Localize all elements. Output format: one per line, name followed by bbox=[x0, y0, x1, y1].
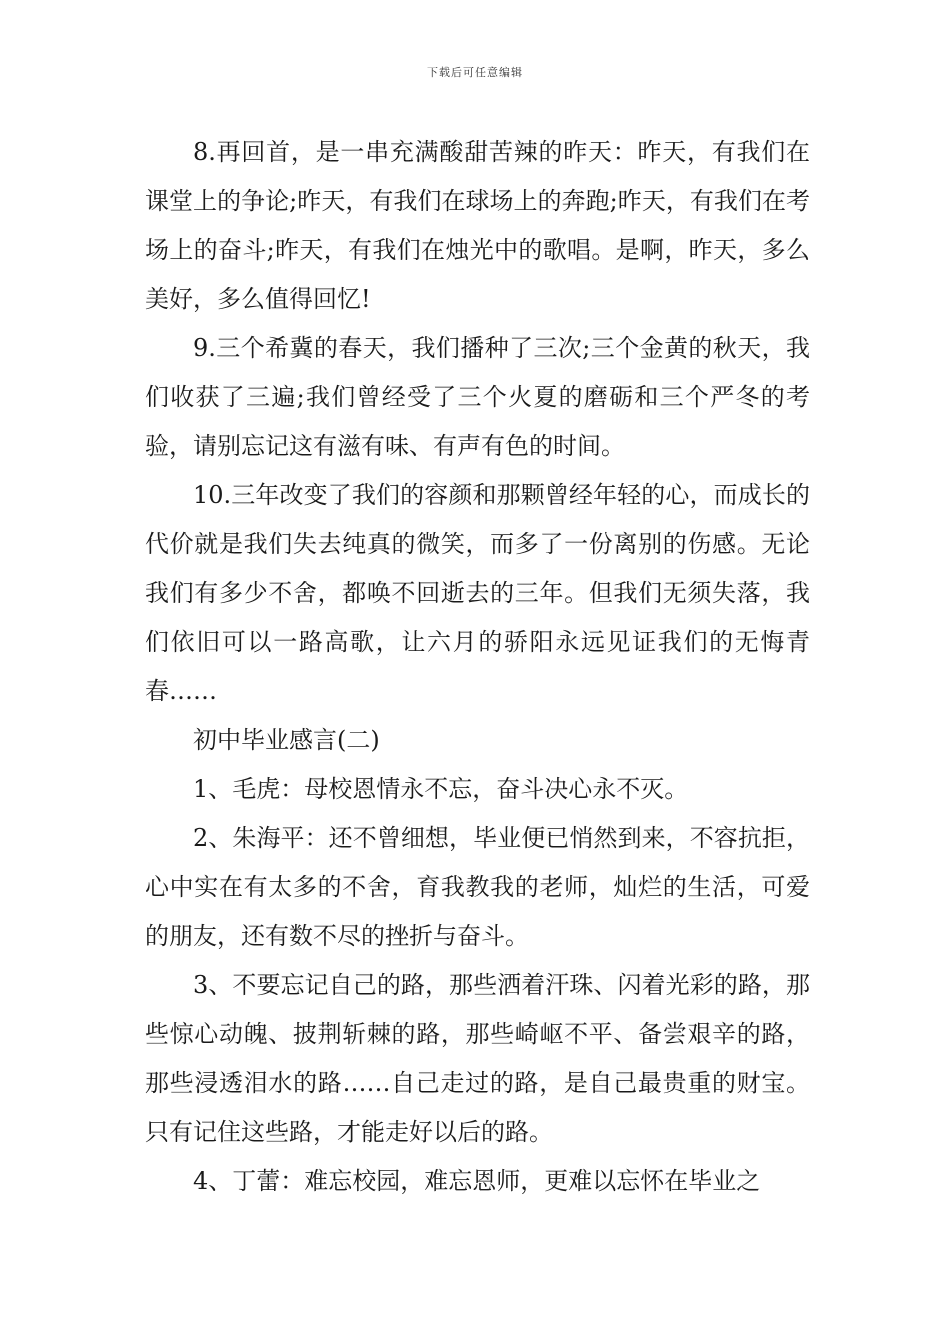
paragraph-item-1: 1、毛虎：母校恩情永不忘，奋斗决心永不灭。 bbox=[193, 775, 689, 803]
page-header: 下载后可任意编辑 bbox=[427, 66, 523, 79]
document-body bbox=[145, 128, 810, 1206]
paragraph-item-4: 4、丁蕾：难忘校园，难忘恩师，更难以忘怀在毕业之 bbox=[193, 1167, 761, 1195]
section-heading: 初中毕业感言(二) bbox=[193, 726, 380, 754]
paragraph-item-2: 2、朱海平：还不曾细想，毕业便已悄然到来，不容抗拒，心中实在有太多的不舍，育我教我的老师，灿烂的生活，可爱的朋友，还有数不尽的挫折与奋斗。 bbox=[145, 824, 810, 950]
paragraph-10: 10.三年改变了我们的容颜和那颗曾经年轻的心，而成长的代价就是我们失去纯真的微笑，而多了一份离别的伤感。无论我们有多少不舍，都唤不回逝去的三年。但我们无须失落，我们依旧可以一路高歌，让六月的骄阳永远见证我们的无悔青春…… bbox=[145, 481, 810, 705]
paragraph-8: 8.再回首，是一串充满酸甜苦辣的昨天：昨天，有我们在课堂上的争论;昨天，有我们在球场上的奔跑;昨天，有我们在考场上的奋斗;昨天，有我们在烛光中的歌唱。是啊，昨天，多么美好，多么值得回忆! bbox=[145, 138, 810, 313]
paragraph-item-3: 3、不要忘记自己的路，那些洒着汗珠、闪着光彩的路，那些惊心动魄、披荆斩棘的路，那些崎岖不平、备尝艰辛的路，那些浸透泪水的路……自己走过的路，是自己最贵重的财宝。只有记住这些路，才能走好以后的路。 bbox=[145, 971, 810, 1146]
paragraph-9: 9.三个希冀的春天，我们播种了三次;三个金黄的秋天，我们收获了三遍;我们曾经受了三个火夏的磨砺和三个严冬的考验，请别忘记这有滋有味、有声有色的时间。 bbox=[145, 334, 810, 460]
